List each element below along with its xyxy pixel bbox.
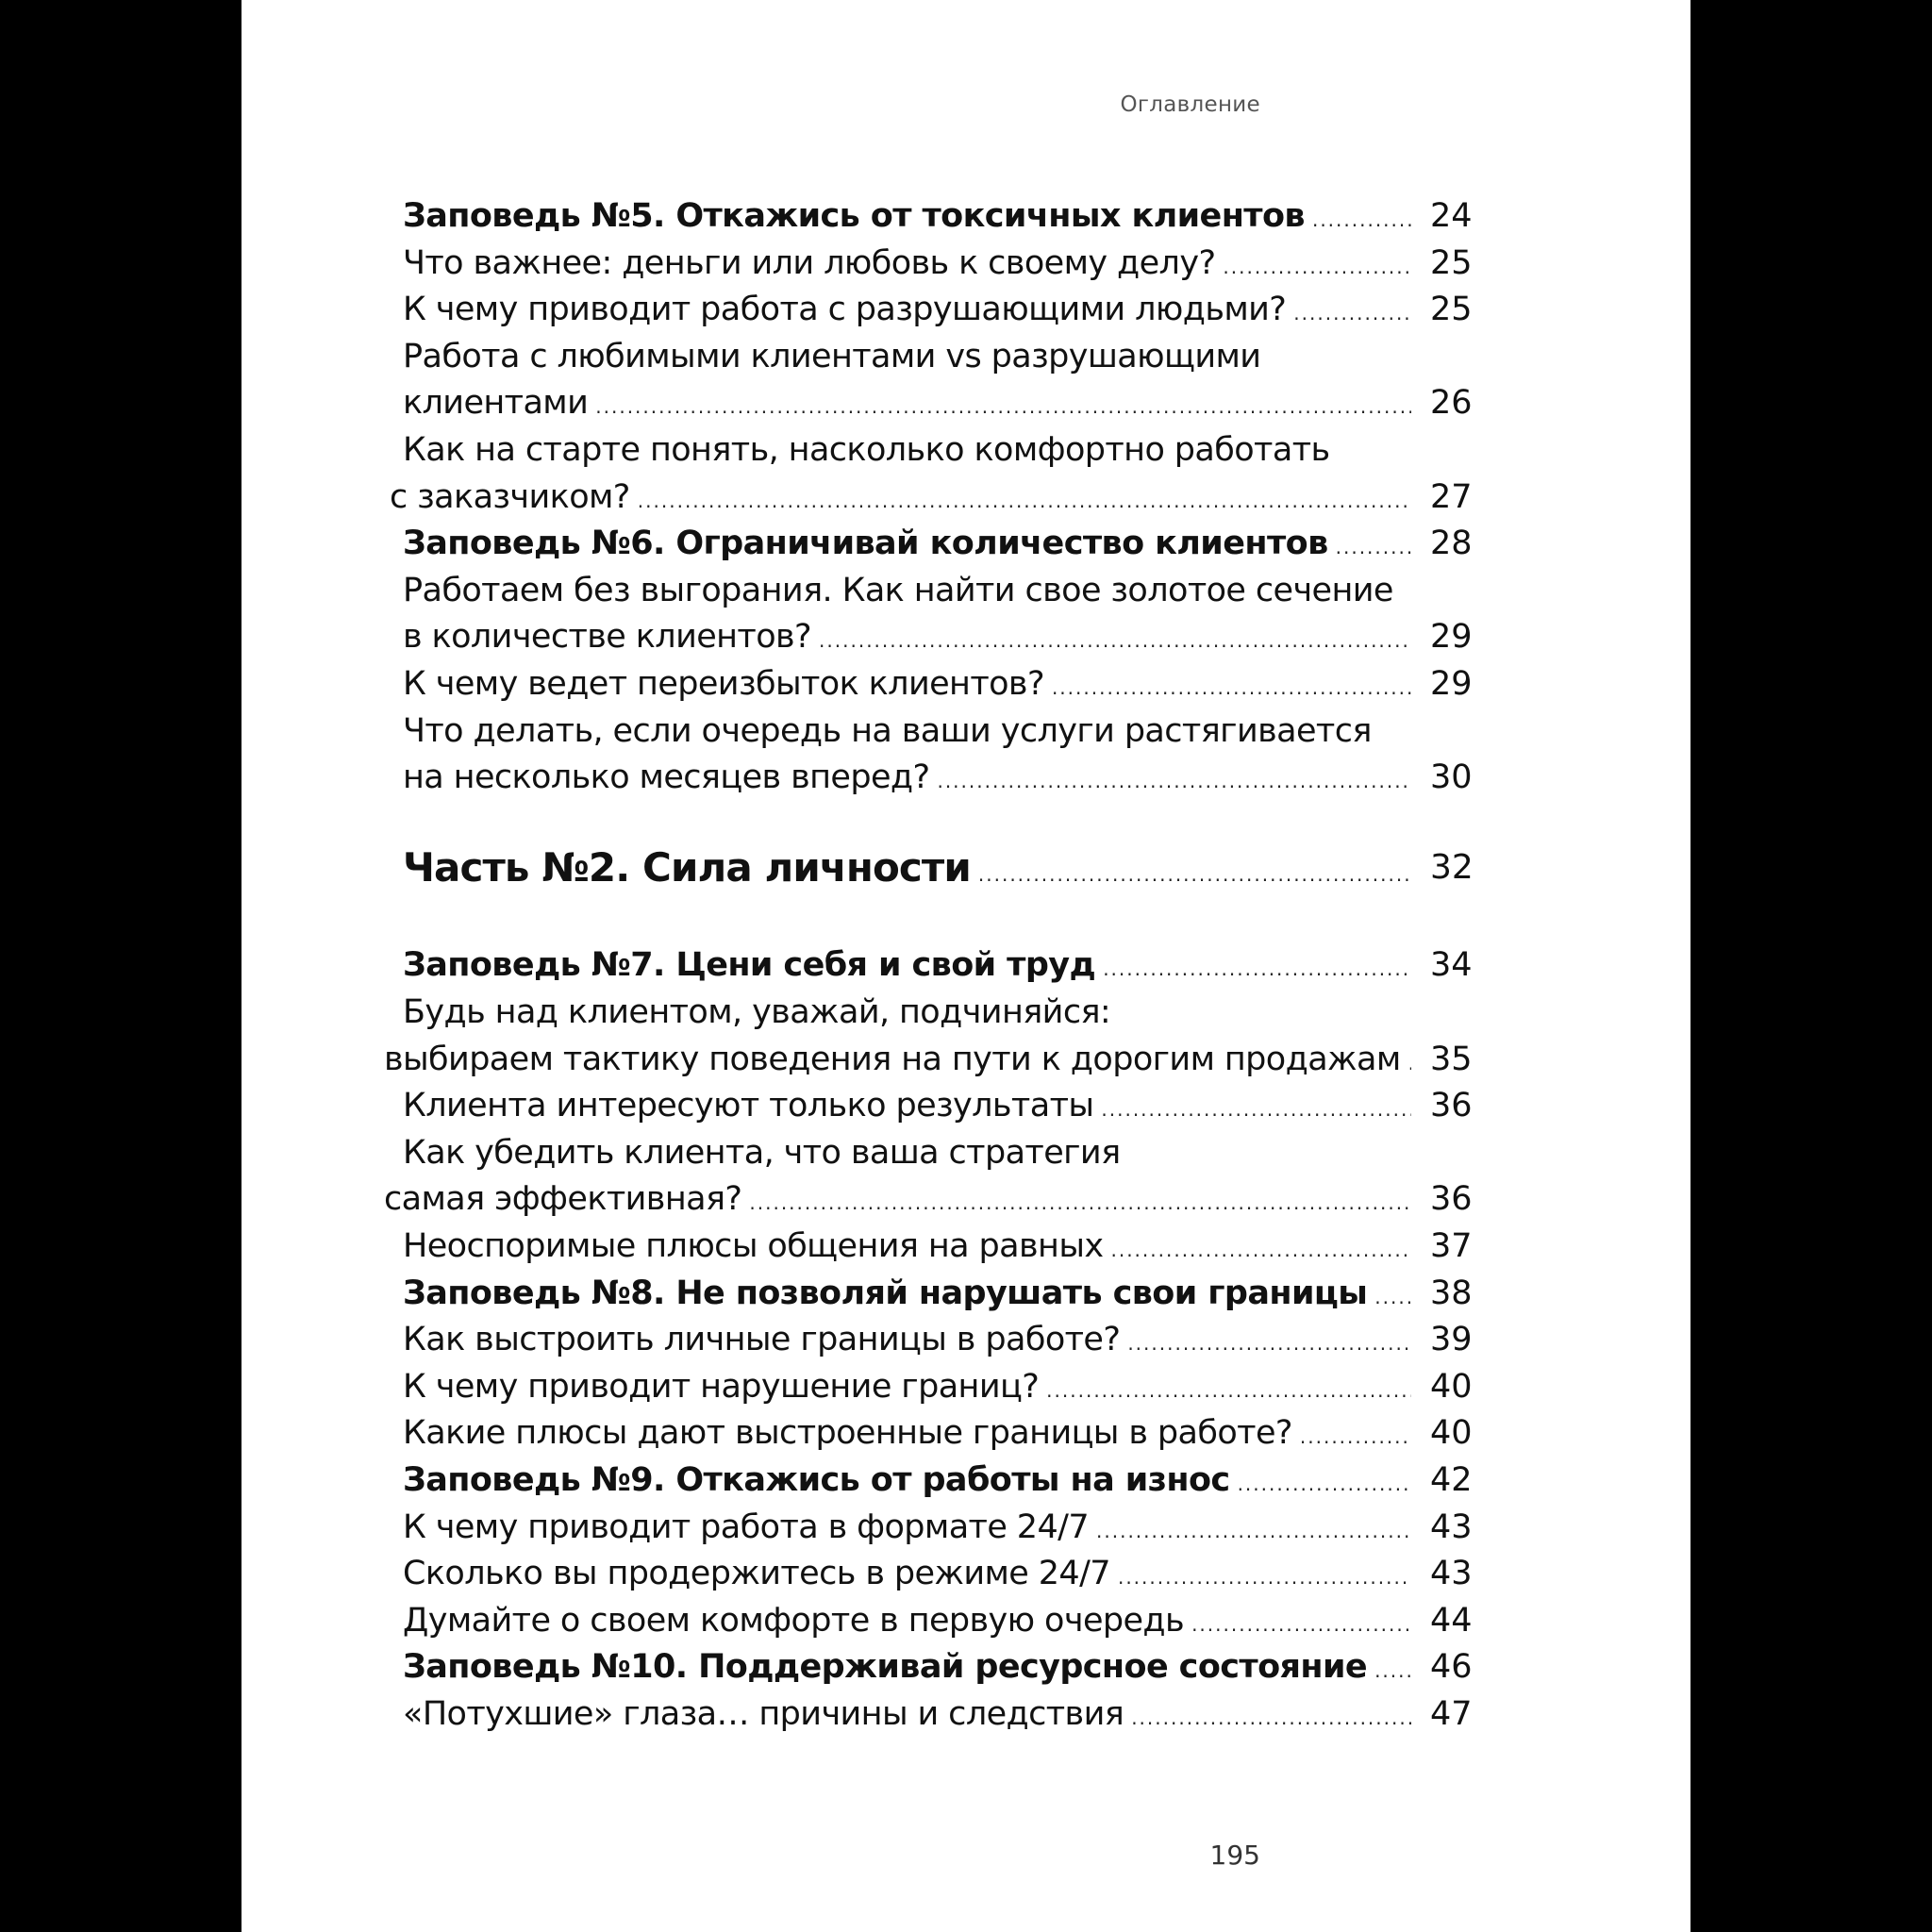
toc-page-number: 37: [1430, 1227, 1473, 1265]
leader-dots: [1336, 524, 1411, 571]
leader-dots: [1131, 1694, 1411, 1741]
toc-page-number: 30: [1430, 758, 1473, 797]
leader-dots: [749, 1179, 1411, 1226]
toc-entry-title: Неоспоримые плюсы общения на равных: [403, 1227, 1104, 1265]
toc-page-number: 39: [1430, 1321, 1473, 1359]
toc-page-number: 29: [1430, 618, 1473, 657]
leader-dots: [1103, 945, 1411, 992]
toc-entry-title: К чему приводит нарушение границ?: [403, 1367, 1040, 1406]
toc-page-number: 29: [1430, 665, 1473, 703]
toc-entry-title: клиентами: [403, 384, 589, 423]
toc-entry-title: Думайте о своем комфорте в первую очередь: [403, 1601, 1185, 1640]
toc-page-number: 34: [1430, 946, 1473, 985]
toc-entry-title: Заповедь №5. Откажись от токсичных клиентов: [403, 197, 1305, 235]
toc-page-number: 40: [1430, 1414, 1473, 1453]
toc-entry-title: Как выстроить личные границы в работе?: [403, 1321, 1121, 1359]
toc-page-number: 35: [1430, 1040, 1473, 1078]
leader-dots: [1046, 1367, 1411, 1414]
leader-dots: [819, 617, 1411, 664]
toc-entry-title: выбираем тактику поведения на пути к дорогим продажам: [384, 1040, 1401, 1078]
toc-entry-text-line: Как на старте понять, насколько комфортно работать: [403, 431, 1330, 469]
toc-entry-title: с заказчиком?: [390, 477, 630, 516]
toc-entry-title: «Потухшие» глаза… причины и следствия: [403, 1695, 1124, 1733]
leader-dots: [1408, 1040, 1411, 1087]
leader-dots: [937, 758, 1411, 805]
leader-dots: [638, 477, 1411, 525]
toc-entry-title: в количестве клиентов?: [403, 618, 812, 657]
toc-entry-title: на несколько месяцев вперед?: [403, 758, 930, 797]
toc-page-number: 43: [1430, 1555, 1473, 1593]
toc-page-number: 42: [1430, 1461, 1473, 1499]
toc-page-number: 43: [1430, 1507, 1473, 1546]
leader-dots: [1238, 1460, 1411, 1507]
leader-dots: [1312, 196, 1411, 243]
toc-page-number: 32: [1430, 847, 1474, 887]
toc-entry-text-line: Будь над клиентом, уважай, подчиняйся:: [403, 993, 1111, 1031]
table-of-contents: [242, 0, 1690, 1932]
toc-page-number: 26: [1430, 384, 1473, 423]
toc-entry-title: Заповедь №8. Не позволяй нарушать свои границы: [403, 1274, 1368, 1312]
toc-page-number: 27: [1430, 477, 1473, 516]
toc-page-number: 25: [1430, 243, 1473, 282]
running-title: Оглавление: [1120, 92, 1260, 117]
toc-entry-title: К чему ведет переизбыток клиентов?: [403, 665, 1044, 703]
toc-entry-title: Заповедь №9. Откажись от работы на износ: [403, 1461, 1230, 1499]
toc-page-number: 40: [1430, 1367, 1473, 1406]
toc-entry-text-line: Как убедить клиента, что ваша стратегия: [403, 1133, 1121, 1172]
leader-dots: [1191, 1601, 1411, 1648]
leader-dots: [1096, 1507, 1411, 1555]
toc-entry-title: Заповедь №10. Поддерживай ресурсное состояние: [403, 1648, 1368, 1687]
leader-dots: [978, 851, 1411, 898]
toc-page-number: 38: [1430, 1274, 1473, 1312]
leader-dots: [1052, 664, 1411, 711]
leader-dots: [1118, 1554, 1411, 1601]
toc-entry-title: К чему приводит работа с разрушающими людьми?: [403, 291, 1287, 329]
toc-page-number: 46: [1430, 1648, 1473, 1687]
leader-dots: [1110, 1226, 1411, 1274]
toc-entry-text-line: Работаем без выгорания. Как найти свое золотое сечение: [403, 571, 1393, 609]
toc-entry-title: самая эффективная?: [384, 1180, 742, 1219]
page-number: 195: [1209, 1840, 1260, 1871]
leader-dots: [1127, 1320, 1411, 1367]
leader-dots: [1293, 290, 1411, 337]
toc-page-number: 36: [1430, 1087, 1473, 1125]
toc-page-number: 44: [1430, 1601, 1473, 1640]
leader-dots: [595, 383, 1411, 430]
toc-entry-text-line: Работа с любимыми клиентами vs разрушающими: [403, 337, 1261, 375]
toc-entry-title: Часть №2. Сила личности: [403, 843, 971, 891]
toc-entry-title: Сколько вы продержитесь в режиме 24/7: [403, 1555, 1110, 1593]
toc-page-number: 28: [1430, 525, 1473, 563]
toc-entry-title: Заповедь №7. Цени себя и свой труд: [403, 946, 1096, 985]
leader-dots: [1101, 1086, 1411, 1133]
toc-entry-title: Клиента интересуют только результаты: [403, 1087, 1094, 1125]
toc-entry-text-line: Что делать, если очередь на ваши услуги растягивается: [403, 711, 1372, 750]
toc-page-number: 36: [1430, 1180, 1473, 1219]
leader-dots: [1374, 1274, 1411, 1321]
toc-entry-title: Какие плюсы дают выстроенные границы в работе?: [403, 1414, 1292, 1453]
leader-dots: [1374, 1647, 1411, 1694]
toc-entry-title: Что важнее: деньги или любовь к своему делу?: [403, 243, 1216, 282]
toc-page-number: 25: [1430, 291, 1473, 329]
leader-dots: [1300, 1413, 1411, 1460]
book-page: [242, 0, 1690, 1932]
toc-entry-title: Заповедь №6. Ограничивай количество клиентов: [403, 525, 1328, 563]
toc-page-number: 47: [1430, 1695, 1473, 1733]
toc-page-number: 24: [1430, 197, 1473, 235]
leader-dots: [1223, 243, 1411, 291]
toc-entry-title: К чему приводит работа в формате 24/7: [403, 1507, 1090, 1546]
